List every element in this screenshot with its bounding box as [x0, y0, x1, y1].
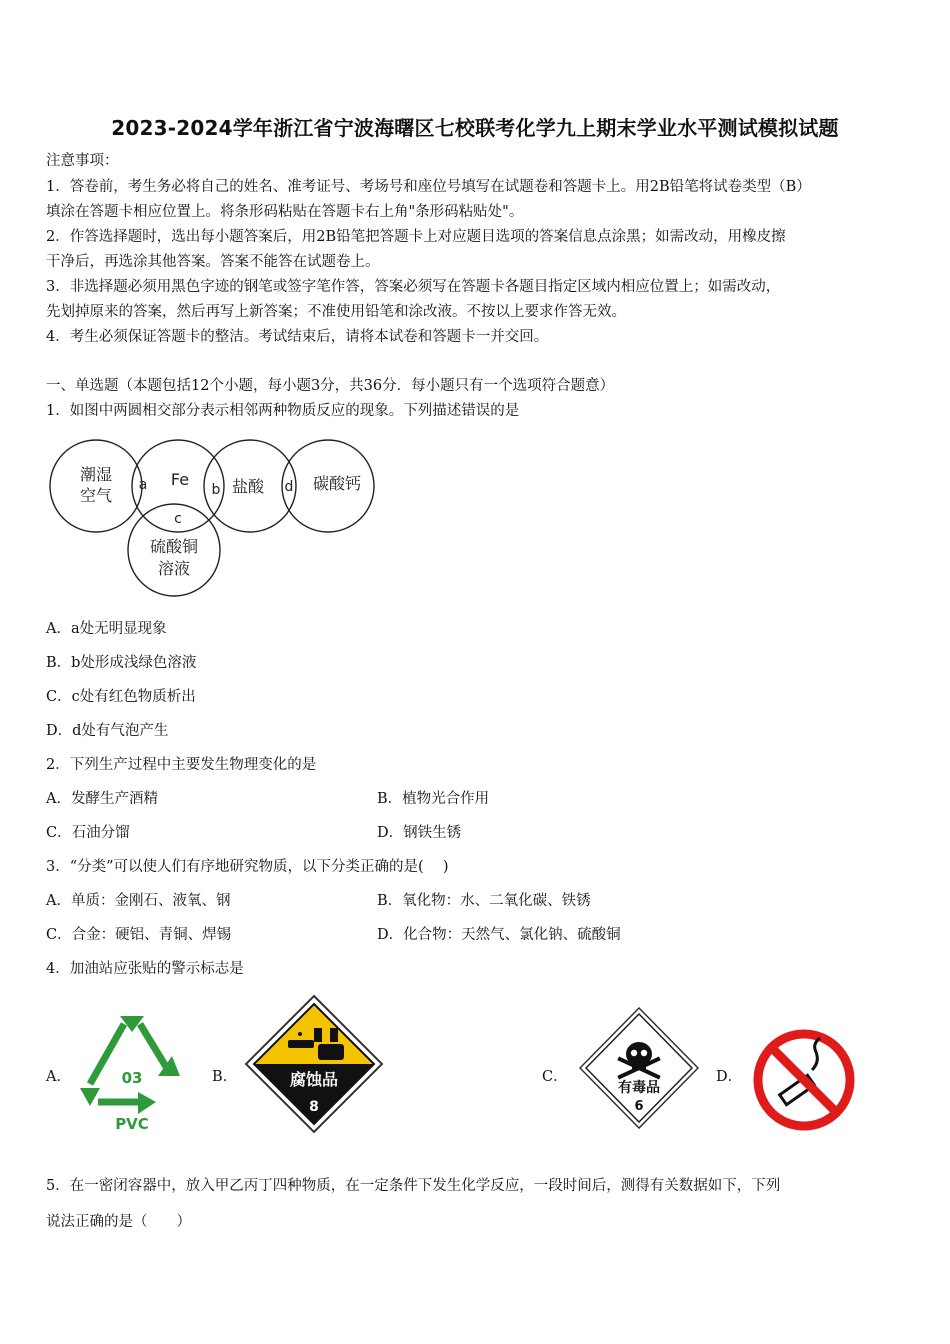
q2-option-a: A．发酵生产酒精	[46, 791, 158, 807]
corrosive-number: 8	[309, 1099, 319, 1115]
notice-heading: 注意事项：	[46, 153, 119, 169]
notice-line: 3．非选择题必须用黑色字迹的钢笔或签字笔作答，答案必须写在答题卡各题目指定区域内相应位置上；如需改动，	[46, 279, 781, 295]
notice-line: 4．考生必须保证答题卡的整洁。考试结束后，请将本试卷和答题卡一并交回。	[46, 329, 549, 345]
q1-option-b: B．b处形成浅绿色溶液	[46, 655, 197, 671]
q3-option-c: C．合金：硬铝、青铜、焊锡	[46, 927, 232, 943]
notice-line: 2．作答选择题时，选出每小题答案后，用2B铅笔把答题卡上对应题目选项的答案信息点涂黑；如需改动，用橡皮擦	[46, 229, 786, 245]
label-fe: Fe	[170, 470, 190, 489]
question-5-line-2: 说法正确的是（ ）	[46, 1214, 191, 1230]
recycle-code: 03	[121, 1069, 143, 1087]
question-3-stem: 3．“分类”可以使人们有序地研究物质，以下分类正确的是( )	[46, 859, 449, 875]
label-humid-air-1: 潮湿	[79, 465, 113, 484]
label-b: b	[211, 482, 221, 498]
section-heading: 一、单选题（本题包括12个小题，每小题3分，共36分．每小题只有一个选项符合题意）	[46, 378, 615, 394]
q3-option-b: B．氧化物：水、二氧化碳、铁锈	[377, 893, 591, 909]
corrosive-sign-icon	[244, 994, 384, 1134]
corrosive-text: 腐蚀品	[289, 1070, 339, 1089]
question-5-line-1: 5．在一密闭容器中，放入甲乙丙丁四种物质，在一定条件下发生化学反应，一段时间后，测得有关数据如下，下列	[46, 1178, 781, 1194]
q1-option-c: C．c处有红色物质析出	[46, 689, 196, 705]
q4-label-a: A．	[46, 1069, 71, 1085]
q3-option-d: D．化合物：天然气、氯化钠、硫酸铜	[377, 927, 621, 943]
q1-option-a: A．a处无明显现象	[46, 621, 167, 637]
no-smoking-icon	[750, 1026, 858, 1134]
question-4-stem: 4．加油站应张贴的警示标志是	[46, 961, 244, 977]
toxic-sign-icon	[578, 1006, 700, 1130]
notice-line: 1．答卷前，考生务必将自己的姓名、准考证号、考场号和座位号填写在试题卷和答题卡上。用2B铅笔将试卷类型（B）	[46, 179, 811, 195]
label-cuso4-1: 硫酸铜	[149, 537, 199, 556]
label-a: a	[138, 477, 148, 493]
label-humid-air-2: 空气	[79, 486, 113, 505]
label-cuso4-2: 溶液	[157, 559, 191, 578]
label-hcl: 盐酸	[231, 477, 265, 496]
q2-option-d: D．钢铁生锈	[377, 825, 462, 841]
q2-option-b: B．植物光合作用	[377, 791, 490, 807]
q2-option-c: C．石油分馏	[46, 825, 130, 841]
q4-label-b: B．	[212, 1069, 238, 1085]
q1-option-d: D．d处有气泡产生	[46, 723, 169, 739]
page-title: 2023-2024学年浙江省宁波海曙区七校联考化学九上期末学业水平测试模拟试题	[111, 116, 839, 140]
q4-label-d: D．	[716, 1069, 743, 1085]
question-1-stem: 1．如图中两圆相交部分表示相邻两种物质反应的现象。下列描述错误的是	[46, 403, 520, 419]
toxic-text: 有毒品	[618, 1080, 660, 1096]
toxic-number: 6	[634, 1099, 644, 1114]
label-d: d	[284, 479, 294, 495]
notice-line: 先划掉原来的答案，然后再写上新答案；不准使用铅笔和涂改液。不按以上要求作答无效。	[46, 304, 626, 320]
recycle-name: PVC	[115, 1115, 149, 1133]
reaction-circles-diagram	[46, 432, 386, 602]
notice-line: 填涂在答题卡相应位置上。将条形码粘贴在答题卡右上角"条形码粘贴处"。	[46, 204, 524, 220]
notice-line: 干净后，再选涂其他答案。答案不能答在试题卷上。	[46, 254, 380, 270]
label-caco3: 碳酸钙	[312, 474, 362, 493]
question-2-stem: 2．下列生产过程中主要发生物理变化的是	[46, 757, 317, 773]
recycle-icon	[76, 1010, 188, 1135]
label-c: c	[174, 511, 182, 527]
q3-option-a: A．单质：金刚石、液氧、钢	[46, 893, 231, 909]
q4-label-c: C．	[542, 1069, 568, 1085]
